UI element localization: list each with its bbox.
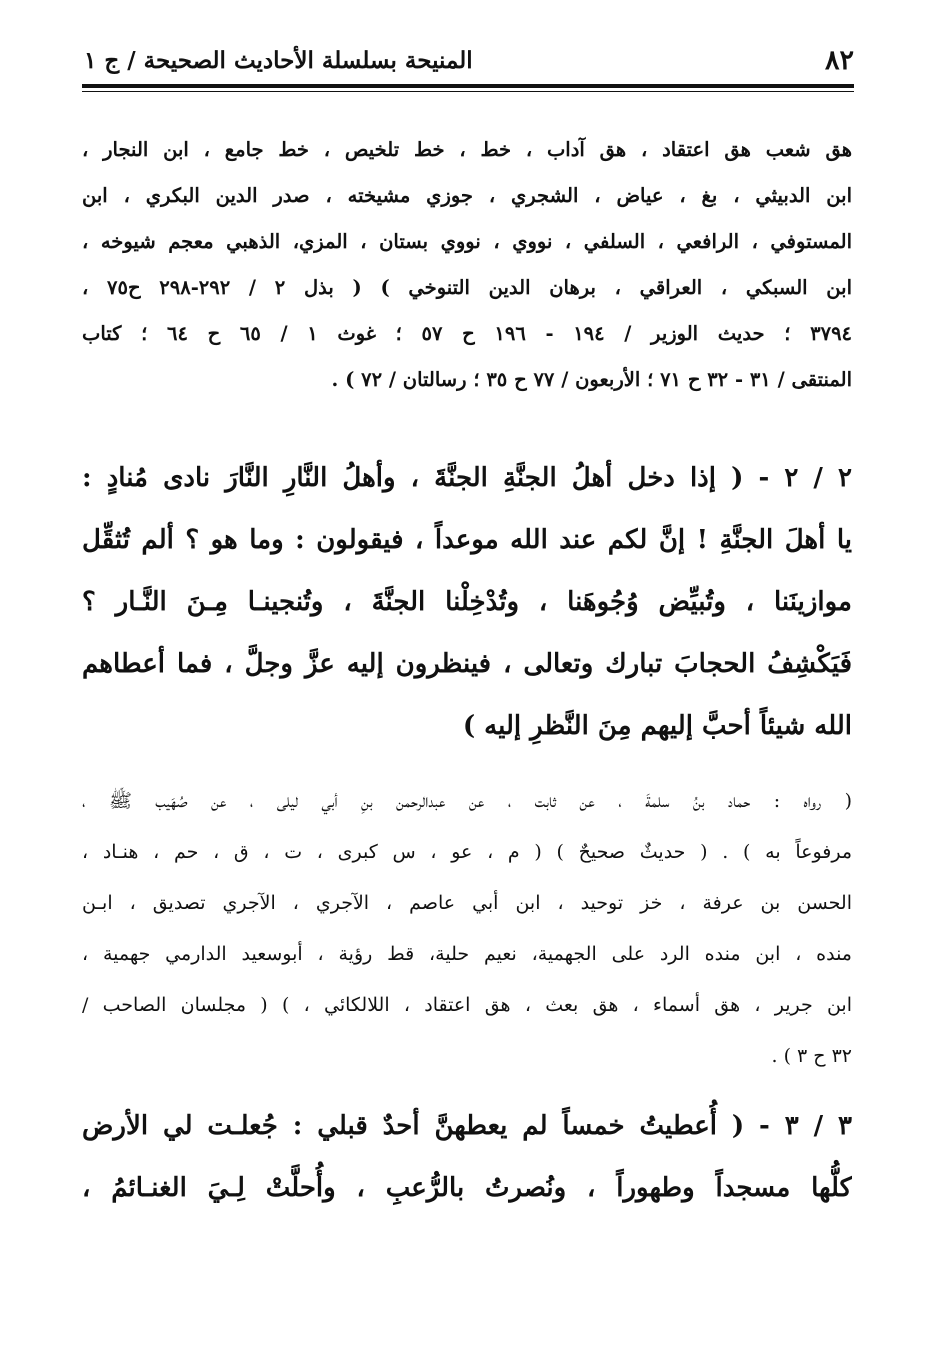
hadith-3-text [82, 1095, 852, 1219]
biblio-line: ٣٧٩٤ ؛ حديث الوزير / ١٩٤ - ١٩٦ ح ٥٧ ؛ غوث ١ / ٦٥ ح ٦٤ ؛ كتاب [82, 322, 852, 345]
hadith-line: ٣ / ٣ - ( أُعطيتُ خمساً لم يعطهنَّ أحدٌ قبلي : جُعلـت لي الأرض [82, 1111, 852, 1141]
takhrij-line: الحسن بن عرفة ، خز توحيد ، ابن أبي عاصم ، الآجري ، الآجري تصديق ، ابـن [82, 892, 852, 914]
header-rule-thin [82, 91, 854, 92]
biblio-line: المنتقى / ٣١ - ٣٢ ح ٧١ ؛ الأربعون / ٧٧ ح ٣٥ ؛ رسالتان / ٧٢ ) . [331, 368, 852, 391]
takhrij-line: ابن جرير ، هق أسماء ، هق بعث ، هق اعتقاد ، اللالكائي ، ) ( مجلسان الصاحب / [82, 994, 852, 1016]
hadith-line: الله شيئاً أحبَّ إليهم مِنَ النَّظرِ إليه ) [462, 711, 852, 741]
takhrij-line: ٣٢ ح ٣ ) . [771, 1045, 852, 1067]
page-number: ٨٢ [824, 44, 854, 76]
biblio-line: ابن الدبيثي ، بغ ، عياض ، الشجري ، جوزي مشيخته ، صدر الدين البكري ، ابن [82, 184, 852, 207]
biblio-line: ابن السبكي ، العراقي ، برهان الدين التنوخي ) ( بذل ٢ / ٢٩٢-٢٩٨ ح٧٥ ، [82, 276, 852, 299]
hadith-line: فَيَكْشِفُ الحجابَ تبارك وتعالى ، فينظرون إليه عزَّ وجلَّ ، فما أعطاهم [82, 649, 852, 679]
header-rule-thick [82, 84, 854, 88]
takhrij-line: مرفوعاً به ) . ( حديثٌ صحيحٌ ) ( م ، عو ، س كبرى ، ت ، ق ، حم ، هنـاد ، [82, 841, 852, 863]
hadith-2-text [82, 447, 852, 757]
running-title: المنيحة بسلسلة الأحاديث الصحيحة / ج ١ [84, 46, 473, 74]
running-head [84, 40, 854, 80]
bibliography-continuation [82, 127, 852, 403]
hadith-2-takhrij [82, 776, 852, 1082]
takhrij-line: منده ، ابن منده الرد على الجهمية، نعيم حلية، قط رؤية ، أبوسعيد الدارمي جهمية ، [82, 943, 852, 965]
hadith-line: كلُّها مسجداً وطهوراً ، ونُصرتُ بالرُّعبِ ، وأُحلَّتْ لِـيَ الغنـائمُ ، [82, 1173, 852, 1203]
hadith-line: موازينَنا ، وتُبيِّض وُجُوهَنا ، وتُدْخِلْنا الجنَّةَ ، وتُنجينـا مِـنَ النَّـار ؟ [82, 587, 852, 617]
hadith-line: يا أهلَ الجنَّةِ ! إنَّ لكم عند الله موعداً ، فيقولون : وما هو ؟ ألم تُثقِّل [82, 525, 852, 555]
biblio-line: المستوفي ، الرافعي ، السلفي ، نووي ، نووي بستان ، المزي، الذهبي معجم شيوخه ، [82, 230, 852, 253]
takhrij-line: ( رواه : حماد بنُ سلمةَ ، عن ثابت ، عن عبدالرحمن بنِ أبي ليلى ، عن صُهَيب ﷺ ، [82, 790, 852, 812]
hadith-line: ٢ / ٢ - ( إذا دخل أهلُ الجنَّةِ الجنَّةَ ، وأهلُ النَّارِ النَّارَ نادى مُنادٍ : [82, 463, 852, 493]
biblio-line: هق شعب هق اعتقاد ، هق آداب ، خط ، خط تلخيص ، خط جامع ، ابن النجار ، [82, 138, 852, 161]
